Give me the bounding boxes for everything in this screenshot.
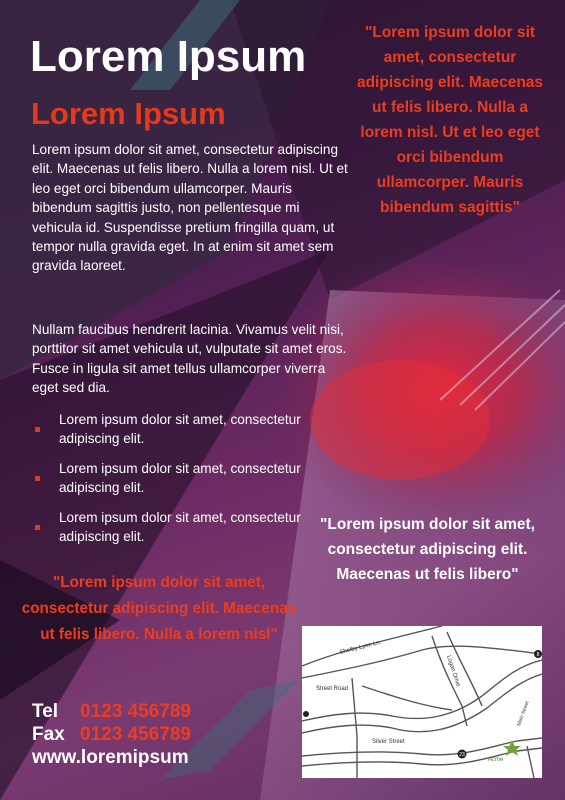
page-title: Lorem Ipsum xyxy=(30,32,307,81)
street-label: Main Street xyxy=(516,700,531,727)
tel-number[interactable]: 0123 456789 xyxy=(80,701,191,722)
route-marker-left xyxy=(303,711,309,717)
acme-label: Acme xyxy=(488,757,504,763)
fax-label: Fax xyxy=(32,724,65,745)
fax-row xyxy=(32,723,191,746)
bullet-item: Lorem ipsum dolor sit amet, consectetur adipiscing elit. xyxy=(32,508,312,547)
street-label: Shelby Lynn Ln. xyxy=(339,639,383,656)
pull-quote-middle-right: "Lorem ipsum dolor sit amet, consectetur adipiscing elit. Maecenas ut felis libero" xyxy=(320,516,535,583)
pull-quote-top-right: "Lorem ipsum dolor sit amet, consectetur adipiscing elit. Maecenas ut felis libero. Nulla a lorem nisl. Ut et leo eget orci bibendum ullamcorper. Mauris bibendum sagittis" xyxy=(356,24,544,216)
bullet-item: Lorem ipsum dolor sit amet, consectetur adipiscing elit. xyxy=(32,459,312,498)
tel-label: Tel xyxy=(32,701,59,722)
location-map[interactable] xyxy=(302,626,542,778)
svg-text:23: 23 xyxy=(459,752,465,758)
map-graphic xyxy=(302,626,542,778)
bullet-list xyxy=(32,410,312,556)
street-label: Silver Street xyxy=(372,739,405,745)
svg-text:8: 8 xyxy=(536,652,540,658)
body-paragraph-1: Lorem ipsum dolor sit amet, consectetur adipiscing elit. Maecenas ut felis libero. Nulla a lorem nisl. Ut et leo eget orci bibendum ullamcorper. Mauris bibendum sagittis justo, non pellentesque mi vehicula id. Suspendisse pretium fringilla quam, ut tempor nulla gravida eget. In at enim sit amet sem gravida laoreet. xyxy=(32,142,348,274)
pull-quote-middle-left: "Lorem ipsum dolor sit amet, consectetur adipiscing elit. Maecenas ut felis libero. Nulla a lorem nisl" xyxy=(21,574,297,643)
street-label: Street Road xyxy=(316,686,349,692)
contact-block xyxy=(32,700,191,769)
body-paragraph-2: Nullam faucibus hendrerit lacinia. Vivamus velit nisi, porttitor sit amet vehicula ut, vulputate sit amet eros. Fusce in ligula sit amet tellus ullamcorper viverra eget sed dia. xyxy=(32,322,347,396)
tel-row xyxy=(32,700,191,723)
route-marker-8 xyxy=(534,650,542,658)
fax-number: 0123 456789 xyxy=(80,724,191,745)
street-label: Logan Drive xyxy=(445,654,461,688)
page-subtitle: Lorem Ipsum xyxy=(31,96,226,131)
route-marker-23 xyxy=(458,750,467,759)
bullet-item: Lorem ipsum dolor sit amet, consectetur adipiscing elit. xyxy=(32,410,312,449)
website-link[interactable]: www.loremipsum xyxy=(32,747,189,768)
